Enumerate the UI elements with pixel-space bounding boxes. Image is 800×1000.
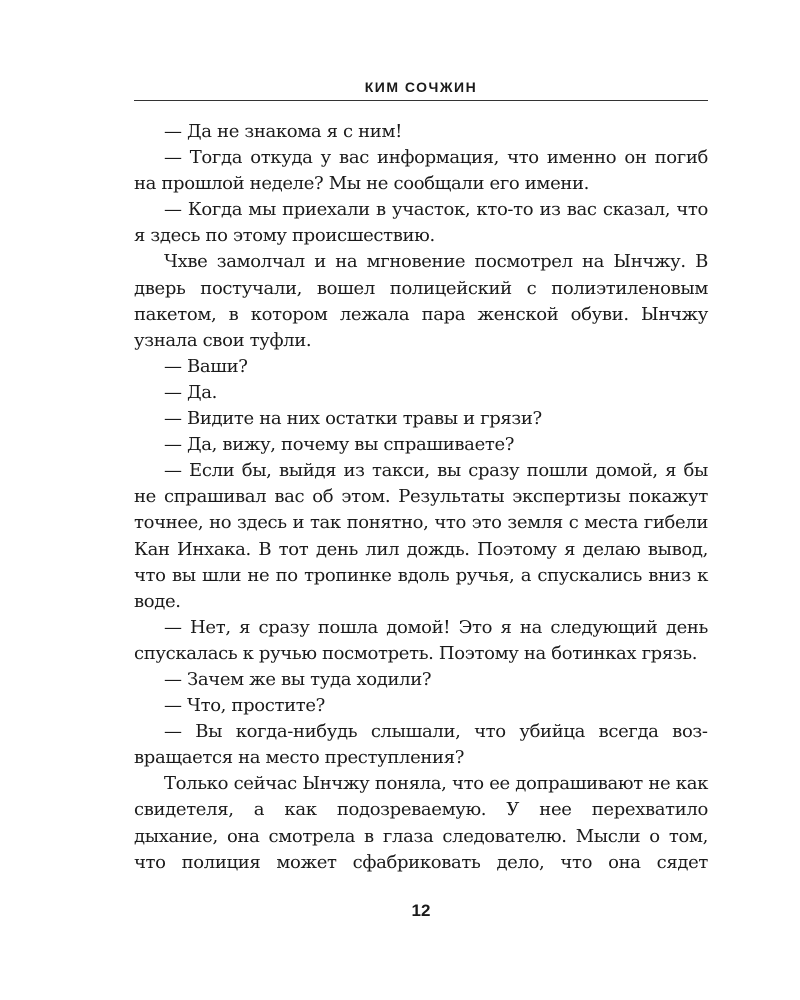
header-divider bbox=[134, 100, 708, 101]
paragraph: — Если бы, выйдя из такси, вы сразу пошли домой, я бы не спрашивал вас об этом. Результаты экспертизы покажут точнее, но здесь и так понятно, что это земля с места гибели Кан Инхака. В тот день лил дождь. Поэтому я делаю вывод, что вы шли не по тропинке вдоль ручья, а спускались вниз к воде. bbox=[134, 460, 708, 612]
paragraph: — Видите на них остатки травы и грязи? bbox=[164, 408, 542, 430]
paragraph: — Зачем же вы туда ходили? bbox=[164, 668, 432, 690]
paragraph: — Тогда откуда у вас информация, что именно он погиб на прошлой неделе? Мы не сообщали его имени. bbox=[134, 147, 708, 195]
paragraph: — Что, простите? bbox=[164, 695, 325, 717]
page-body bbox=[134, 119, 708, 876]
paragraph: — Да. bbox=[164, 381, 218, 403]
paragraph: — Вы когда-нибудь слышали, что убийца всегда возвращается на место преступления? bbox=[134, 721, 708, 769]
paragraph: — Да не знакома я с ним! bbox=[164, 121, 402, 142]
running-header: КИМ СОЧЖИН bbox=[364, 79, 478, 95]
paragraph-continued: Только сейчас Ынчжу поняла, что ее допрашивают не как свидетеля, а как подозреваемую. У нее перехватило дыхание, она смотрела в глаза следователю. Мысли о том, что полиция может сфабриковать дело, что она сядет bbox=[134, 773, 708, 873]
page-number: 12 bbox=[411, 901, 431, 920]
paragraph: — Да, вижу, почему вы спрашиваете? bbox=[164, 434, 515, 456]
paragraph: — Ваши? bbox=[164, 355, 248, 377]
paragraph: Чхве замолчал и на мгновение посмотрел на Ынчжу. В дверь постучали, вошел полицейский с полиэтиленовым пакетом, в котором лежала пара женской обуви. Ынчжу узнала свои туфли. bbox=[134, 251, 708, 351]
paragraph: — Когда мы приехали в участок, кто-то из вас сказал, что я здесь по этому происшествию. bbox=[134, 199, 708, 247]
paragraph: — Нет, я сразу пошла домой! Это я на следующий день спускалась к ручью посмотреть. Поэтому на ботинках грязь. bbox=[134, 616, 708, 664]
